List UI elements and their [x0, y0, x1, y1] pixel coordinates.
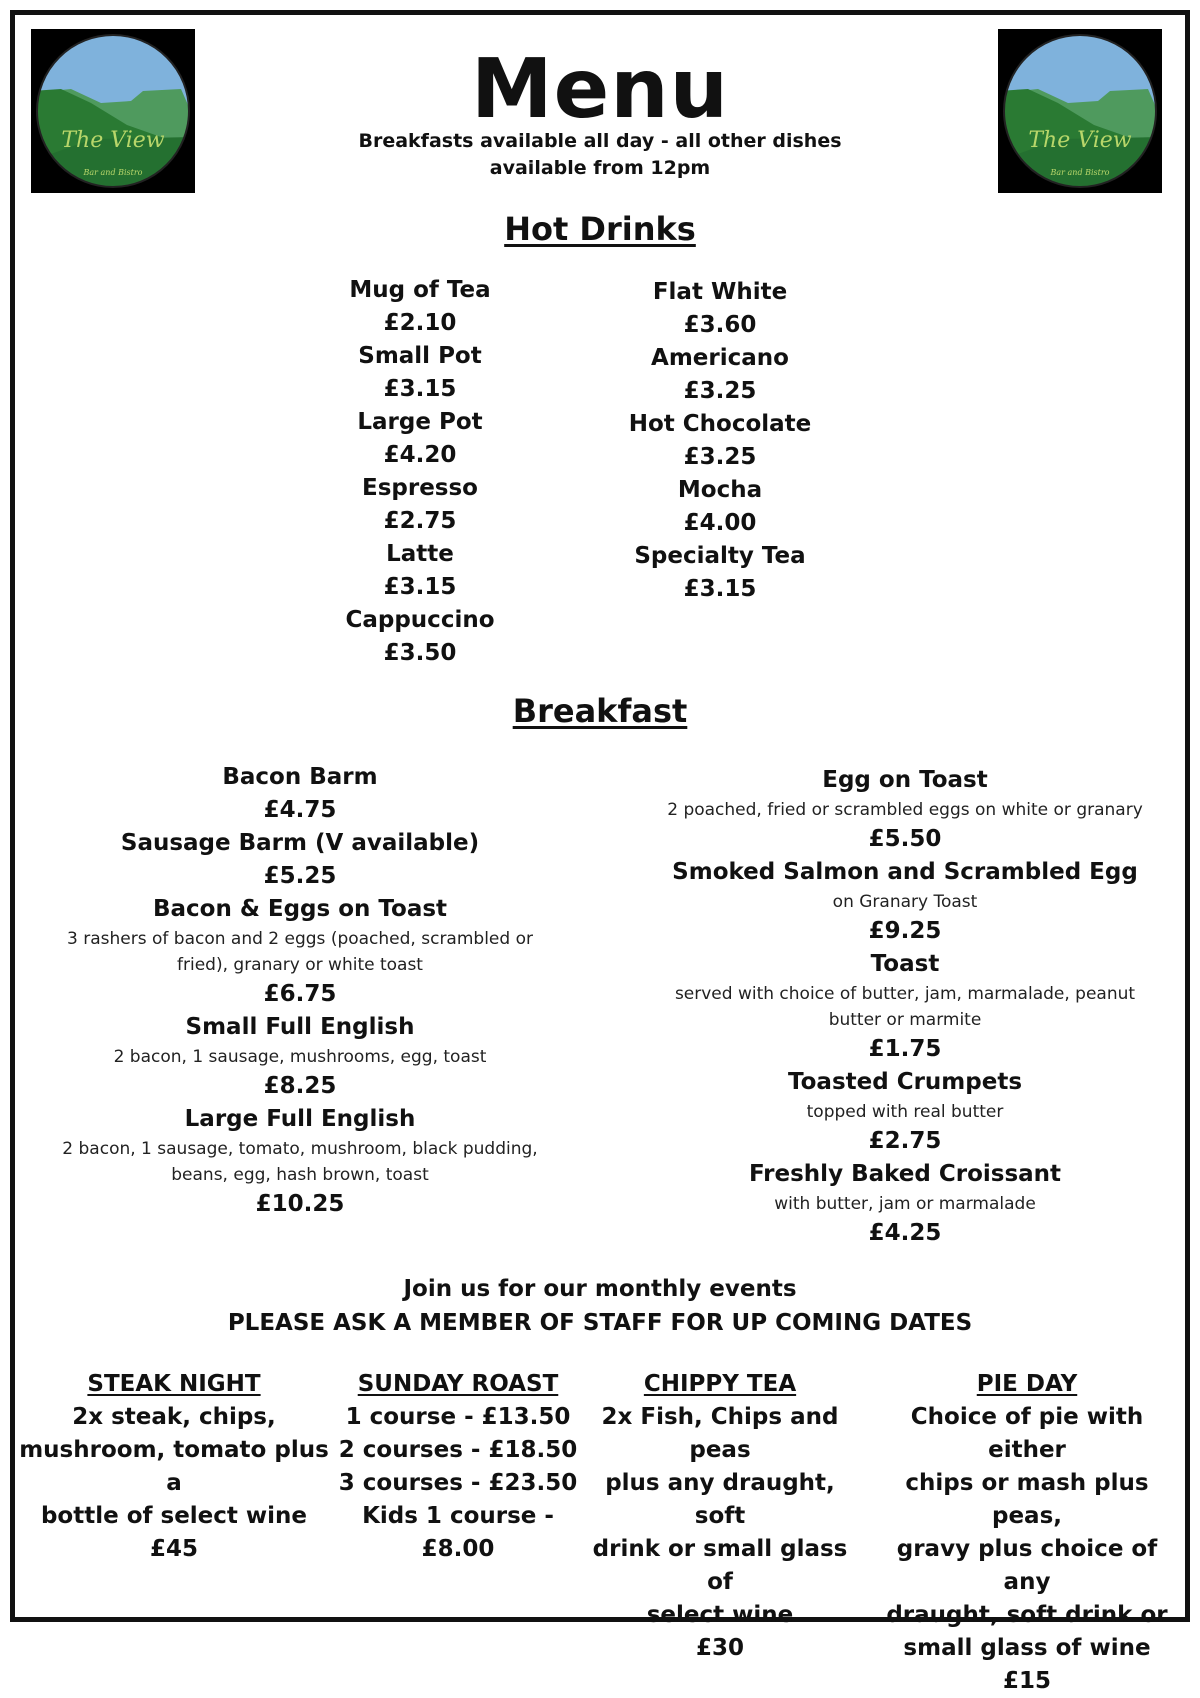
logo-left [31, 29, 195, 193]
menu-item: Small Full English 2 bacon, 1 sausage, mushrooms, egg, toast £8.25 [113, 1014, 487, 1099]
availability-note: Breakfasts available all day - all other dishes available from 12pm [358, 130, 842, 179]
svg-text:Bar and Bistro: Bar and Bistro [1050, 168, 1110, 177]
menu-item: Toasted Crumpets topped with real butter £2.75 [787, 1069, 1023, 1154]
menu-item: Small Pot £3.15 [358, 343, 482, 402]
menu-item: Smoked Salmon and Scrambled Egg on Granary Toast £9.25 [672, 859, 1138, 944]
menu-item: Freshly Baked Croissant with butter, jam or marmalade £4.25 [748, 1161, 1062, 1246]
menu-item: Large Pot £4.20 [357, 409, 483, 468]
hot-drinks-heading: Hot Drinks [504, 210, 696, 248]
mountain-logo-icon [31, 29, 195, 193]
menu-item: Latte £3.15 [383, 541, 457, 600]
page-title: Menu [471, 42, 729, 137]
logo-right [998, 29, 1162, 193]
svg-text:The View: The View [61, 128, 165, 153]
menu-item: Toast served with choice of butter, jam, marmalade, peanut butter or marmite £1.75 [674, 951, 1136, 1062]
mountain-logo-icon [998, 29, 1162, 193]
svg-text:Bar and Bistro: Bar and Bistro [83, 168, 143, 177]
menu-item: Large Full English 2 bacon, 1 sausage, tomato, mushroom, black pudding, beans, egg, hash brown, toast £10.25 [62, 1106, 538, 1217]
menu-item: Egg on Toast 2 poached, fried or scrambled eggs on white or granary £5.50 [667, 767, 1143, 852]
hot-drinks-right-column [600, 276, 840, 606]
event-pie-day: PIE DAY Choice of pie with either chips or mash plus peas, gravy plus choice of any draught, soft drink or small glass of wine £15 [886, 1371, 1168, 1694]
event-steak-night: STEAK NIGHT 2x steak, chips, mushroom, tomato plus a bottle of select wine £45 [19, 1371, 329, 1562]
menu-item: Mug of Tea £2.10 [349, 277, 491, 336]
breakfast-left-column [50, 761, 550, 1221]
event-chippy-tea: CHIPPY TEA 2x Fish, Chips and peas plus any draught, soft drink or small glass of select wine £30 [592, 1371, 848, 1661]
event-sunday-roast: SUNDAY ROAST 1 course - £13.50 2 courses - £18.50 3 courses - £23.50 Kids 1 course - £8.00 [338, 1371, 578, 1562]
events-intro: Join us for our monthly events PLEASE ASK A MEMBER OF STAFF FOR UP COMING DATES [227, 1276, 973, 1336]
menu-item: Americano £3.25 [651, 345, 789, 404]
breakfast-right-column [650, 764, 1160, 1250]
menu-item: Flat White £3.60 [652, 279, 788, 338]
menu-item: Bacon & Eggs on Toast 3 rashers of bacon and 2 eggs (poached, scrambled or fried), granary or white toast £6.75 [67, 896, 533, 1007]
menu-item: Cappuccino £3.50 [345, 607, 495, 666]
menu-item: Espresso £2.75 [362, 475, 478, 534]
hot-drinks-left-column [320, 274, 520, 670]
menu-item: Bacon Barm £4.75 [222, 764, 378, 823]
svg-text:The View: The View [1028, 128, 1132, 153]
breakfast-heading: Breakfast [512, 692, 688, 730]
menu-item: Hot Chocolate £3.25 [628, 411, 812, 470]
menu-item: Specialty Tea £3.15 [634, 543, 806, 602]
menu-item: Sausage Barm (V available) £5.25 [120, 830, 480, 889]
menu-item: Mocha £4.00 [677, 477, 763, 536]
